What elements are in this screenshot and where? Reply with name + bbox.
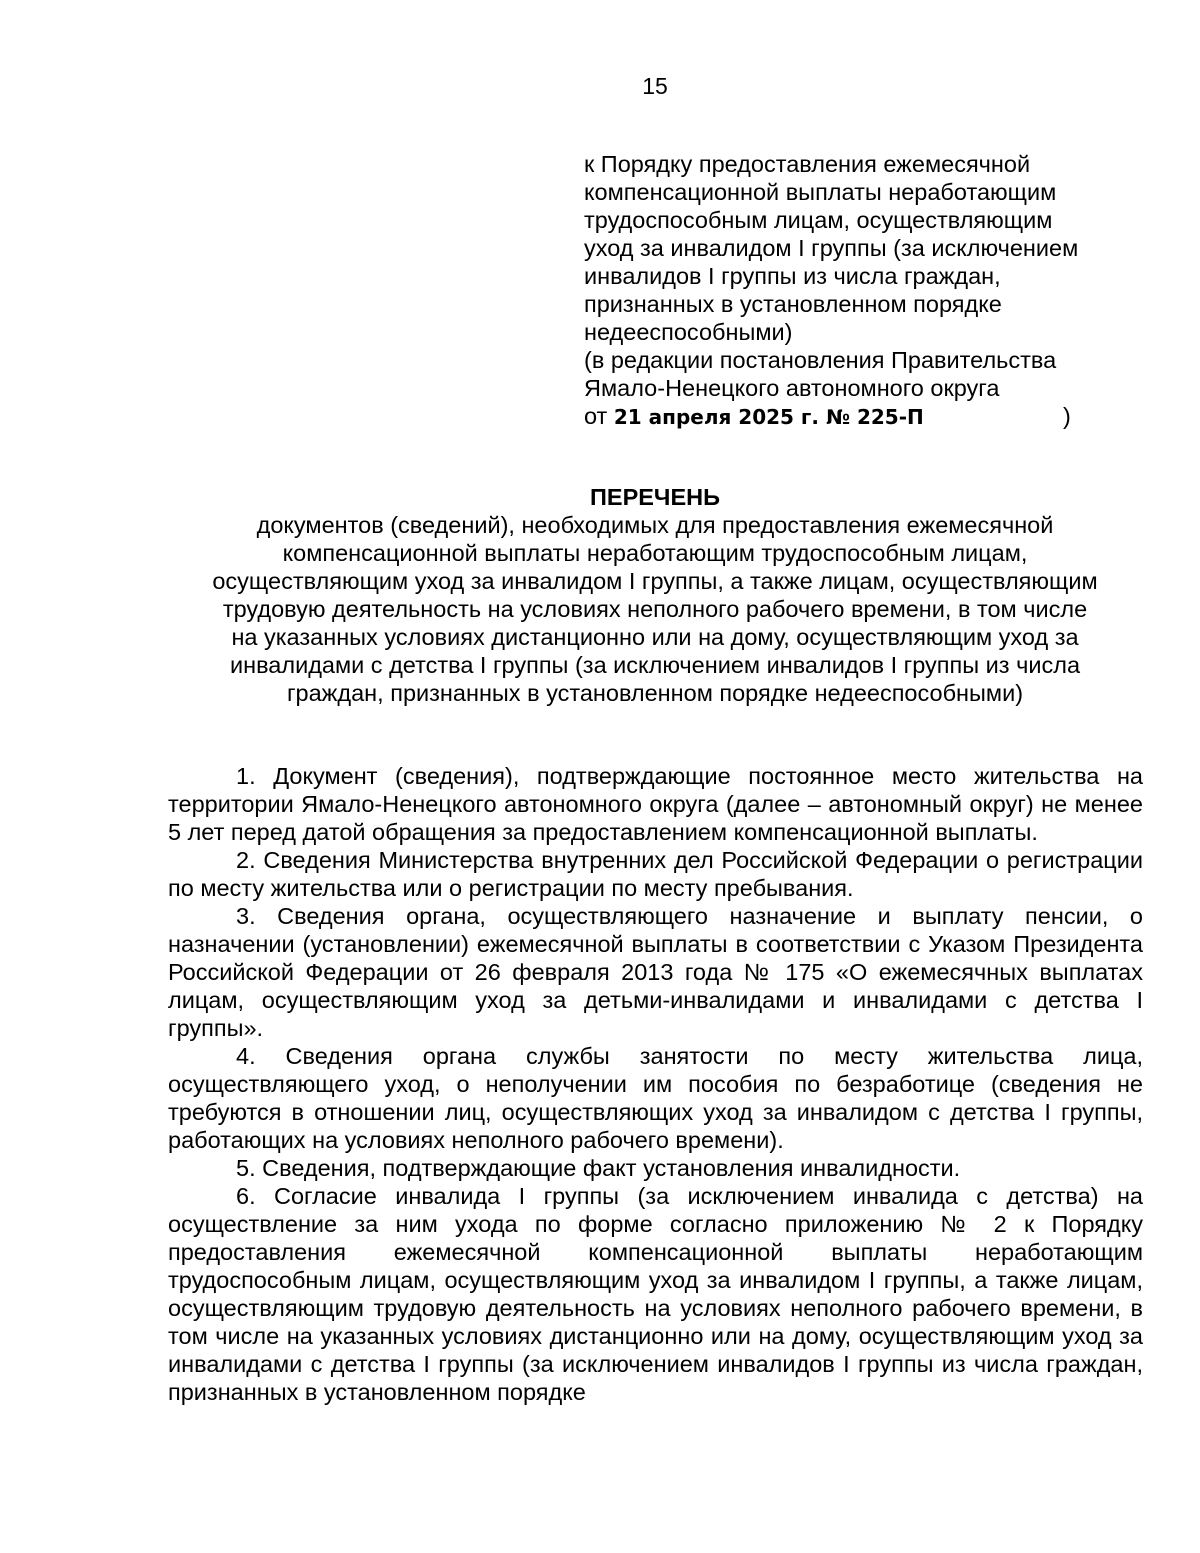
annex-line: инвалидов I группы из числа граждан, [584,263,1001,289]
annex-reference-block [584,150,1144,431]
list-item: 5. Сведения, подтверждающие факт установления инвалидности. [236,1155,961,1181]
subtitle-line: трудовую деятельность на условиях неполного рабочего времени, в том числе [222,596,1088,622]
list-item: 1. Документ (сведения), подтверждающие постоянное место жительства на территории Ямало-Ненецкого автономного округа (далее – автономный округ) не менее 5 лет перед датой обращения за предоставлением компенсационной выплаты. [168,763,1143,845]
list-item: 3. Сведения органа, осуществляющего назначение и выплату пенсии, о назначении (установлении) ежемесячной выплаты в соответствии с Указом Президента Российской Федерации от 26 февраля 2013 года № 175 «О ежемесячных выплатах лицам, осуществляющим уход за детьми-инвалидами и инвалидами с детства I группы». [168,903,1143,1041]
subtitle-line: компенсационной выплаты неработающим трудоспособным лицам, [282,540,1028,566]
document-items-list [168,762,1143,1406]
document-subtitle [160,511,1150,707]
annex-line: признанных в установленном порядке [584,291,1002,317]
subtitle-line: инвалидами с детства I группы (за исключением инвалидов I группы из числа [229,652,1081,678]
date-stamp: 21 апреля 2025 г. № 225-П [613,405,924,429]
page-number: 15 [642,73,668,99]
annex-line: недееспособными) [584,319,793,345]
annex-line: компенсационной выплаты неработающим [584,179,1057,205]
annex-line: уход за инвалидом I группы (за исключением [584,235,1079,261]
annex-date-line [584,402,1144,431]
annex-line: трудоспособным лицам, осуществляющим [584,207,1053,233]
annex-line: к Порядку предоставления ежемесячной [584,151,1031,177]
annex-line: Ямало-Ненецкого автономного округа [584,375,1000,401]
document-title: ПЕРЕЧЕНЬ [590,484,720,510]
date-prefix: от [584,403,608,429]
subtitle-line: осуществляющим уход за инвалидом I группы, а также лицам, осуществляющим [212,568,1098,594]
subtitle-line: на указанных условиях дистанционно или на дому, осуществляющим уход за [231,624,1079,650]
subtitle-line: граждан, признанных в установленном порядке недееспособными) [286,680,1024,706]
list-item: 4. Сведения органа службы занятости по месту жительства лица, осуществляющего уход, о неполучении им пособия по безработице (сведения не требуются в отношении лиц, осуществляющих уход за инвалидом с детства I группы, работающих на условиях неполного рабочего времени). [168,1043,1143,1153]
subtitle-line: документов (сведений), необходимых для предоставления ежемесячной [256,512,1054,538]
annex-line: (в редакции постановления Правительства [584,347,1057,373]
list-item: 6. Согласие инвалида I группы (за исключением инвалида с детства) на осуществление за ним ухода по форме согласно приложению № 2 к Порядку предоставления ежемесячной компенсационной выплаты неработающим трудоспособным лицам, осуществляющим уход за инвалидом I группы, а также лицам, осуществляющим трудовую деятельность на условиях неполного рабочего времени, в том числе на указанных условиях дистанционно или на дому, осуществляющим уход за инвалидами с детства I группы (за исключением инвалидов I группы из числа граждан, признанных в установленном порядке [168,1183,1143,1405]
date-closing-paren: ) [1063,403,1071,429]
list-item: 2. Сведения Министерства внутренних дел Российской Федерации о регистрации по месту жительства или о регистрации по месту пребывания. [168,847,1143,901]
